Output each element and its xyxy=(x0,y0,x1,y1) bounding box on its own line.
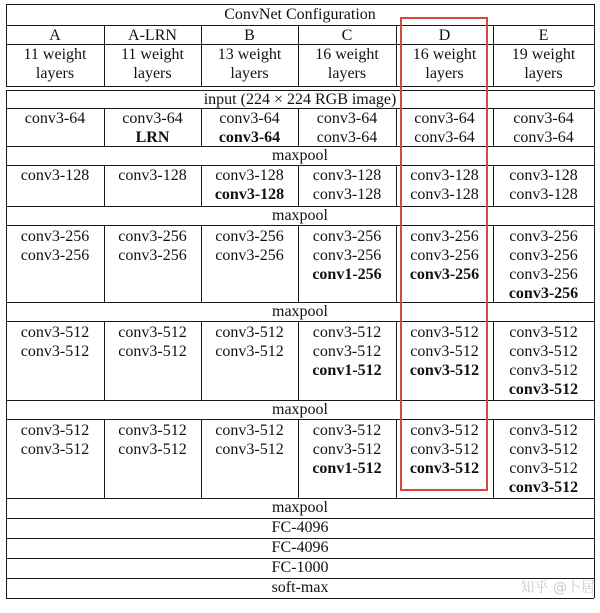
tail-row-fc-4096 xyxy=(6,538,594,557)
cell-line: conv3-512 xyxy=(410,343,479,360)
column-border xyxy=(104,420,105,498)
block-1-c xyxy=(298,109,396,147)
block-3-a xyxy=(6,227,104,265)
cell-line: conv3-512 xyxy=(409,362,480,379)
cell-line: conv3-512 xyxy=(509,324,578,341)
cell-line: soft-max xyxy=(271,579,329,596)
cell-line: conv3-512 xyxy=(509,362,578,379)
cell-line: conv3-256 xyxy=(409,266,480,283)
cell-line: conv3-64 xyxy=(316,129,378,146)
cell-line: conv3-128 xyxy=(118,167,187,184)
column-letter-d xyxy=(396,26,493,45)
column-border xyxy=(104,25,105,86)
cell-line: conv3-512 xyxy=(410,441,479,458)
cell-line: 16 weight xyxy=(315,46,379,63)
column-border xyxy=(493,322,494,400)
column-border xyxy=(396,322,397,400)
cell-line: conv3-512 xyxy=(509,422,578,439)
column-border xyxy=(298,322,299,400)
cell-line: conv3-128 xyxy=(215,167,284,184)
cell-line: conv3-64 xyxy=(513,110,574,127)
row-border xyxy=(6,86,594,87)
cell-line: conv3-256 xyxy=(410,228,479,245)
column-border xyxy=(298,25,299,86)
maxpool-row xyxy=(6,146,594,165)
cell-line: A xyxy=(49,27,61,44)
cell-line: conv3-512 xyxy=(20,422,90,439)
column-border xyxy=(396,108,397,146)
cell-line: conv3-512 xyxy=(118,422,187,439)
cell-line: conv3-256 xyxy=(20,228,90,245)
cell-line: 19 weight xyxy=(511,46,576,63)
column-border xyxy=(104,226,105,302)
cell-line: A-LRN xyxy=(128,27,177,44)
table-left-border xyxy=(6,4,7,86)
block-3-c xyxy=(298,227,396,284)
cell-line: conv3-256 xyxy=(215,247,284,264)
column-letter-a-lrn xyxy=(104,26,201,45)
cell-line: conv3-512 xyxy=(215,324,284,341)
column-border xyxy=(104,165,105,206)
block-5-d xyxy=(396,421,493,478)
cell-line: maxpool xyxy=(272,499,328,516)
column-border xyxy=(493,420,494,498)
cell-line: conv3-256 xyxy=(118,247,187,264)
table-right-border xyxy=(594,4,595,86)
cell-line: layers xyxy=(133,65,172,82)
cell-line: conv3-512 xyxy=(118,343,187,360)
block-2-a xyxy=(6,166,104,185)
column-border xyxy=(493,25,494,86)
block-4-c xyxy=(298,323,396,380)
cell-line: conv3-512 xyxy=(215,441,284,458)
tail-row-fc-4096 xyxy=(6,518,594,537)
cell-line: conv3-512 xyxy=(20,343,90,360)
cell-line: conv3-64 xyxy=(122,110,183,127)
block-4-a-lrn xyxy=(104,323,201,361)
cell-line: conv3-64 xyxy=(513,129,574,146)
cell-line: conv3-64 xyxy=(218,129,281,146)
block-4-b xyxy=(201,323,298,361)
cell-line: layers xyxy=(524,65,563,82)
column-border xyxy=(396,226,397,302)
cell-line: 13 weight xyxy=(217,46,282,63)
cell-line: conv3-64 xyxy=(414,129,475,146)
input-row xyxy=(6,90,594,109)
block-2-c xyxy=(298,166,396,204)
cell-line: conv3-512 xyxy=(410,324,479,341)
block-2-b xyxy=(201,166,298,204)
cell-line: maxpool xyxy=(272,147,328,164)
cell-line: FC-4096 xyxy=(271,519,329,536)
column-depth-e xyxy=(493,45,594,83)
cell-line: conv3-128 xyxy=(214,186,285,203)
column-border xyxy=(201,25,202,86)
table-right-border xyxy=(594,90,595,598)
watermark: 知乎 @卜居 xyxy=(520,580,595,596)
cell-line: conv3-256 xyxy=(312,228,382,245)
block-4-d xyxy=(396,323,493,380)
cell-line: conv3-64 xyxy=(219,110,280,127)
block-5-a xyxy=(6,421,104,459)
column-border xyxy=(298,420,299,498)
cell-line: conv3-64 xyxy=(316,110,378,127)
row-border xyxy=(6,44,594,45)
column-letter-b xyxy=(201,26,298,45)
cell-line: conv1-512 xyxy=(312,362,382,379)
column-border xyxy=(493,108,494,146)
cell-line: conv1-256 xyxy=(312,266,382,283)
block-5-c xyxy=(298,421,396,478)
cell-line: maxpool xyxy=(272,207,328,224)
column-border xyxy=(201,108,202,146)
cell-line: conv1-512 xyxy=(312,460,382,477)
block-3-d xyxy=(396,227,493,284)
column-border xyxy=(298,108,299,146)
cell-line: conv3-256 xyxy=(508,285,579,302)
row-border xyxy=(6,321,594,322)
tail-row-fc-1000 xyxy=(6,558,594,577)
block-5-b xyxy=(201,421,298,459)
row-border xyxy=(6,419,594,420)
maxpool-row xyxy=(6,206,594,225)
column-letter-e xyxy=(493,26,594,45)
block-1-d xyxy=(396,109,493,147)
cell-line: conv3-512 xyxy=(508,381,579,398)
column-border xyxy=(298,165,299,206)
cell-line: conv3-128 xyxy=(410,186,479,203)
column-border xyxy=(201,165,202,206)
cell-line: conv3-512 xyxy=(20,441,90,458)
block-5-a-lrn xyxy=(104,421,201,459)
column-border xyxy=(104,322,105,400)
cell-line: conv3-128 xyxy=(509,167,578,184)
cell-line: conv3-512 xyxy=(312,422,382,439)
column-depth-d xyxy=(396,45,493,83)
table-title xyxy=(6,5,594,24)
cell-line: conv3-64 xyxy=(24,110,86,127)
cell-line: C xyxy=(341,27,353,44)
cell-line: maxpool xyxy=(272,401,328,418)
cell-line: layers xyxy=(35,65,75,82)
block-4-e xyxy=(493,323,594,399)
cell-line: conv3-512 xyxy=(508,479,579,496)
block-4-a xyxy=(6,323,104,361)
block-2-e xyxy=(493,166,594,204)
column-letter-c xyxy=(298,26,396,45)
block-2-a-lrn xyxy=(104,166,201,185)
block-2-d xyxy=(396,166,493,204)
column-depth-a xyxy=(6,45,104,83)
cell-line: maxpool xyxy=(272,303,328,320)
block-1-a-lrn xyxy=(104,109,201,147)
cell-line: conv3-512 xyxy=(118,441,187,458)
cell-line: conv3-512 xyxy=(409,460,480,477)
block-1-e xyxy=(493,109,594,147)
cell-line: conv3-512 xyxy=(215,343,284,360)
cell-line: FC-4096 xyxy=(271,539,329,556)
cell-line: B xyxy=(244,27,255,44)
cell-line: E xyxy=(538,27,549,44)
cell-line: layers xyxy=(327,65,367,82)
table-left-border xyxy=(6,90,7,598)
cell-line: LRN xyxy=(135,129,170,146)
cell-line: conv3-128 xyxy=(312,167,382,184)
block-3-a-lrn xyxy=(104,227,201,265)
column-border xyxy=(493,165,494,206)
column-border xyxy=(396,420,397,498)
cell-line: conv3-256 xyxy=(312,247,382,264)
block-3-b xyxy=(201,227,298,265)
column-border xyxy=(396,165,397,206)
tail-row-maxpool xyxy=(6,498,594,517)
cell-line: input (224 × 224 RGB image) xyxy=(203,91,397,108)
cell-line: ConvNet Configuration xyxy=(224,6,376,23)
cell-line: conv3-512 xyxy=(509,441,578,458)
cell-line: conv3-128 xyxy=(312,186,382,203)
cell-line: 11 weight xyxy=(121,46,184,63)
cell-line: conv3-512 xyxy=(509,460,578,477)
cell-line: conv3-128 xyxy=(410,167,479,184)
column-border xyxy=(201,226,202,302)
block-5-e xyxy=(493,421,594,497)
cell-line: conv3-256 xyxy=(118,228,187,245)
column-border xyxy=(298,226,299,302)
cell-line: conv3-64 xyxy=(414,110,475,127)
cell-line: conv3-256 xyxy=(509,266,578,283)
cell-line: conv3-512 xyxy=(312,343,382,360)
cell-line: FC-1000 xyxy=(271,559,329,576)
block-1-a xyxy=(6,109,104,128)
block-1-b xyxy=(201,109,298,147)
cell-line: conv3-256 xyxy=(410,247,479,264)
column-border xyxy=(396,25,397,86)
column-depth-b xyxy=(201,45,298,83)
cell-line: conv3-512 xyxy=(312,441,382,458)
cell-line: 16 weight xyxy=(412,46,477,63)
row-border xyxy=(6,225,594,226)
column-letter-a xyxy=(6,26,104,45)
cell-line: layers xyxy=(230,65,269,82)
cell-line: conv3-512 xyxy=(410,422,479,439)
cell-line: conv3-512 xyxy=(20,324,90,341)
cell-line: conv3-512 xyxy=(509,343,578,360)
cell-line: 11 weight xyxy=(23,46,87,63)
maxpool-row xyxy=(6,302,594,321)
column-border xyxy=(493,226,494,302)
cell-line: conv3-256 xyxy=(509,228,578,245)
cell-line: conv3-512 xyxy=(118,324,187,341)
cell-line: D xyxy=(438,27,451,44)
column-depth-a-lrn xyxy=(104,45,201,83)
cell-line: layers xyxy=(425,65,464,82)
cell-line: conv3-256 xyxy=(509,247,578,264)
cell-line: conv3-512 xyxy=(215,422,284,439)
cell-line: conv3-256 xyxy=(20,247,90,264)
maxpool-row xyxy=(6,400,594,419)
cell-line: conv3-128 xyxy=(20,167,90,184)
column-depth-c xyxy=(298,45,396,83)
cell-line: conv3-256 xyxy=(215,228,284,245)
cell-line: conv3-128 xyxy=(509,186,578,203)
block-3-e xyxy=(493,227,594,303)
column-border xyxy=(104,108,105,146)
cell-line: conv3-512 xyxy=(312,324,382,341)
column-border xyxy=(201,420,202,498)
column-border xyxy=(201,322,202,400)
